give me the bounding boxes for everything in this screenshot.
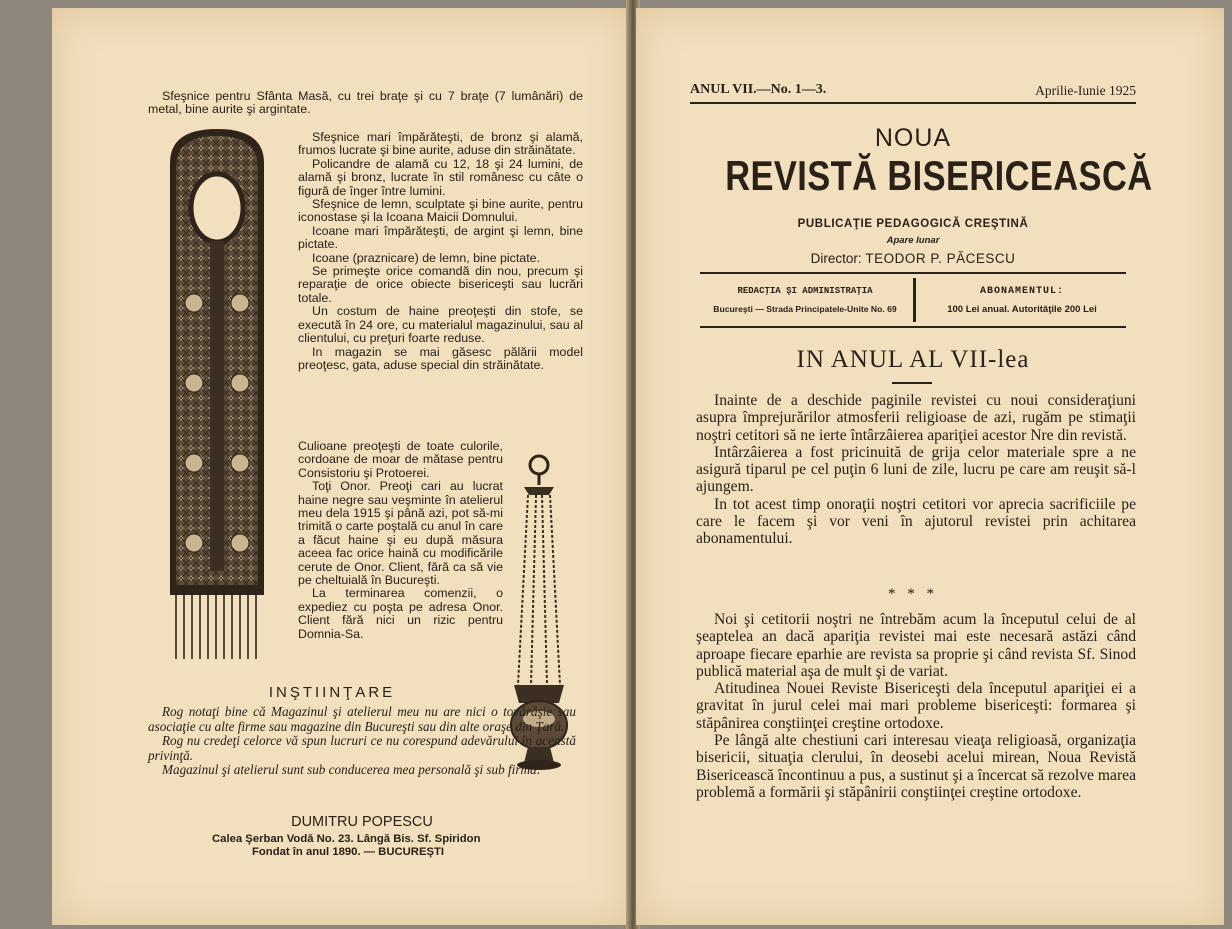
paragraph: Intârzâierea a fost pricinuită de grija celor materiale spre a ne asigură tiparul pe cel puţin 6 luni de zile, lucru pe care am reuşit să-l ajungem. [696, 443, 1136, 496]
title-rule [892, 382, 932, 384]
director-line [690, 251, 1136, 266]
top-paragraph [148, 90, 583, 117]
notice-title: INŞTIINŢARE [268, 684, 396, 701]
paragraph: Inainte de a deschide paginile revistei cu noui consideraţiuni asupra împrejurărilor atmosferii religioase de azi, rugăm pe stimaţii noştri cetitori să ne ierte întârzâierea apariţiei acestor Nre din revistă. [696, 392, 1136, 444]
title-big: REVISTĂ BISERICEASCĂ [725, 152, 1153, 199]
subscription-title: ABONAMENTUL: [979, 286, 1064, 297]
frequency: Apare lunar [886, 235, 940, 246]
issue-number: ANUL VII.—No. 1—3. [690, 82, 827, 97]
issue-date: Aprilie-Iunie 1925 [1035, 83, 1136, 98]
subscription-price: 100 Lei anual. Autorităţile 200 Lei [947, 304, 1097, 315]
paragraph: Sfeşnice de lemn, sculptate şi bine aurite, pentru iconostase şi la Icoana Maicii Domnului. [298, 197, 583, 225]
right-page [636, 8, 1224, 925]
paragraph: Icoane (praznicare) de lemn, bine pictate. [312, 250, 540, 265]
epitrachelion-illustration [156, 123, 278, 665]
right-column [298, 131, 583, 372]
paragraph: Noi şi cetitorii noştri ne întrebăm acum la începutul celui de al şeaptelea an dacă apariţia revistei mai este necesară astăzi când aproape fiecare eparhie are revista sa proprie şi când revista Sf. Sinod publică material aşa de mult şi de variat. [696, 611, 1136, 680]
narrow-column [298, 440, 503, 641]
director-name: TEODOR P. PĂCESCU [865, 251, 1016, 266]
paragraph: In magazin se mai găsesc pălării model preoţesc, gata, aduse special din străinătate. [298, 344, 583, 372]
paragraph: Sfeşnice mari împărăteşti, de bronz şi alamă, frumos lucrate şi bine aurite, aduse din străinătate. [298, 130, 583, 158]
paragraph: Atitudinea Nouei Reviste Bisericeşti dela începutul apariţiei ei a gravitat în jurul celei mai mari probleme bisericeşti: formarea şi stăpânirea conştiinţei creştine ortodoxe. [696, 680, 1136, 732]
subtitle: PUBLICAŢIE PEDAGOGICĂ CREŞTINĂ [797, 218, 1029, 230]
article-part-one [696, 392, 1136, 548]
paragraph: Sfeşnice pentru Sfânta Masă, cu trei braţe şi cu 7 braţe (7 lumânări) de metal, bine aurite şi argintate. [148, 89, 583, 117]
paragraph: Un costum de haine preoţeşti din stofe, se execută în 24 ore, cu materialul magazinului, sau al clientului, cu preţuri foarte reduse. [298, 304, 583, 346]
paragraph: Rog notaţi bine că Magazinul şi atelierul meu nu are nici o tovărăşie sau asociaţie cu alte firme sau magazine din Bucureşti sau din alte oraşe din Ţară. [148, 704, 576, 734]
signature-name: DUMITRU POPESCU [291, 814, 433, 830]
paragraph: In tot acest timp onoraţii noştri cetitori vor aprecia sacrificiile pe care le facem şi vor veni în ajutorul revistei prin achitarea abonamentului. [696, 495, 1136, 548]
section-separator: * * * [888, 586, 938, 602]
article-title: IN ANUL AL VII-lea [796, 346, 1030, 373]
title-small: NOUA [874, 124, 952, 152]
paragraph: Magazinul şi atelierul sunt sub conducerea mea personală şi sub firma: [162, 762, 541, 778]
paragraph: Se primeşte orice comandă din nou, precum şi reparaţie de orice obiecte bisericeşti sau lucrări totale. [298, 264, 583, 305]
notice-text [148, 705, 576, 778]
signature-founded: Fondat în anul 1890. — BUCUREŞTI [252, 846, 445, 858]
paragraph: Policandre de alamă cu 12, 18 şi 24 lumini, de alamă şi bronz, lucrate în stil românesc cu câte o figură de înger între lumini. [298, 156, 583, 198]
paragraph: Rog nu credeţi celorce vă spun lucruri ce nu corespund adevărului în această privinţă. [148, 733, 576, 763]
info-box-divider [913, 278, 916, 322]
info-box [700, 272, 1126, 328]
director-label: Director: [810, 251, 862, 266]
office-title: REDACŢIA ŞI ADMINISTRAŢIA [737, 286, 873, 296]
article-part-two [696, 611, 1136, 801]
paragraph: Pe lângă alte chestiuni cari interesau vieaţa religioasă, organizaţia bisericii, situaţia clerului, în deosebi acelui mirean, Noua Revistă Bisericească încontinuu a pus, a sustinut şi a încercat să rezolve marea problemă a formării şi stăpânirii conştiinţei creştine ortodoxe. [696, 732, 1136, 801]
paragraph: Toţi Onor. Preoţi cari au lucrat haine negre sau veşminte în atelierul meu dela 1915 şi până azi, pot să-mi trimită o carte poştală cu anul în care a făcut haine şi eu după măsura aceea fac orice haină cu modificările cerute de Onor. Client, fără ca să vie pe cheltuială în Bucureşti. [298, 479, 503, 588]
paragraph: Icoane mari împărăteşti, de argint şi lemn, bine pictate. [298, 223, 583, 252]
signature-address: Calea Şerban Vodă No. 23. Lângă Bis. Sf. Spiridon [212, 833, 481, 845]
left-page [52, 8, 630, 925]
masthead-header [690, 82, 1136, 104]
office-address: Bucureşti — Strada Principatele-Unite No. 69 [713, 304, 897, 314]
paragraph: La terminarea comenzii, o expediez cu poşta pe adresa Onor. Client fără nici un rizic pentru Domnia-Sa. [298, 586, 503, 641]
paragraph: Culioane preoţeşti de toate culorile, cordoane de moar de mătase pentru Consistoriu şi Protoerei. [298, 439, 503, 480]
